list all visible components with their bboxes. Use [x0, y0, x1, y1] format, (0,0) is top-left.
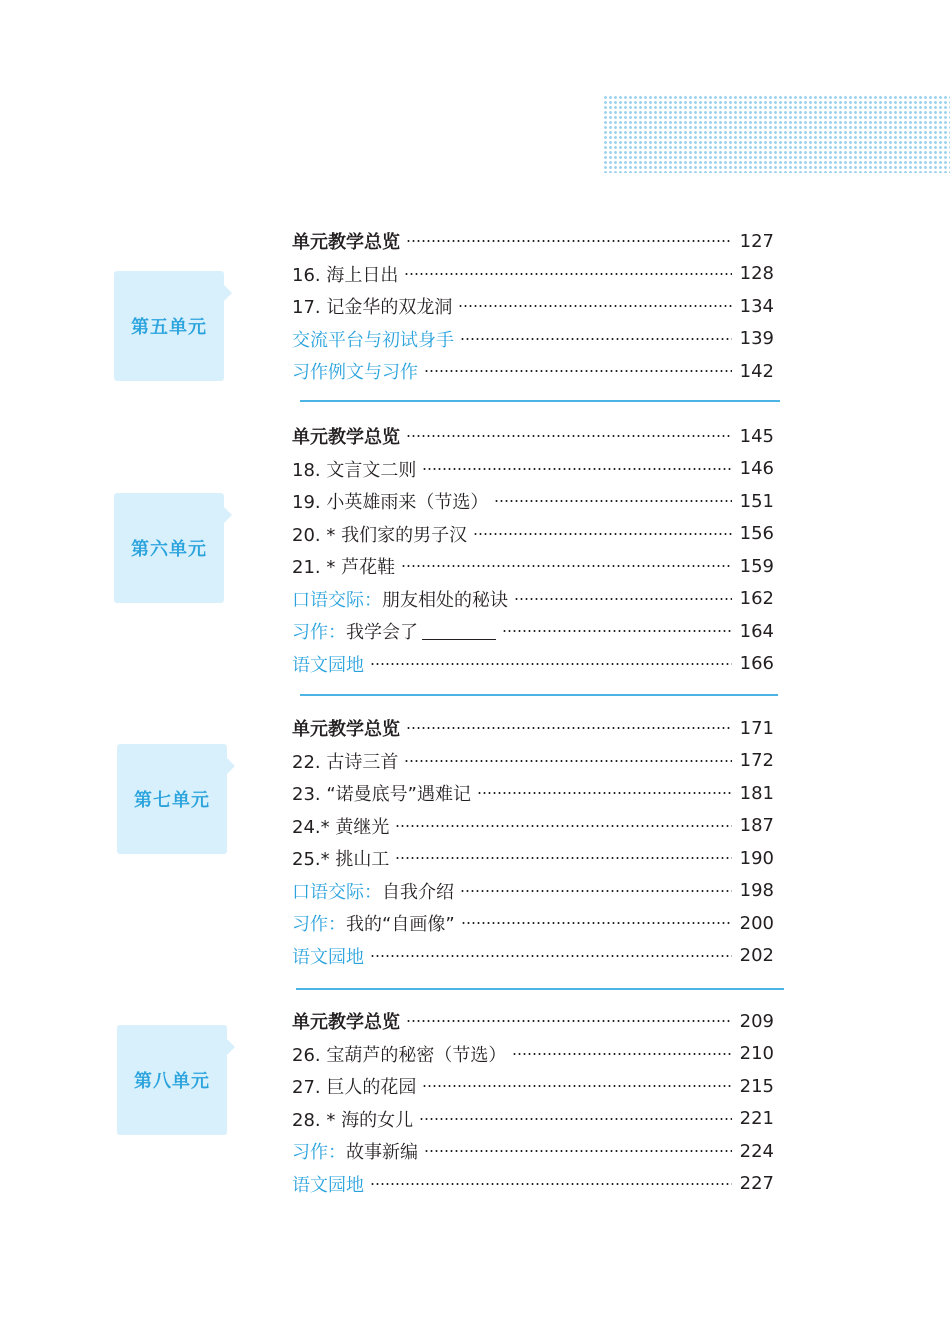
entry-subtitle: 我学会了 — [346, 622, 418, 644]
toc-entry[interactable] — [292, 1135, 774, 1168]
unit-entry-list — [292, 1005, 774, 1200]
unit-tag: 第五单元 — [114, 271, 224, 381]
unit-tag: 第八单元 — [117, 1025, 227, 1135]
toc-entry[interactable] — [292, 1168, 774, 1201]
fill-in-blank-line — [422, 623, 496, 640]
page-number: 159 — [739, 555, 774, 577]
page-number: 166 — [739, 653, 774, 675]
dot-leader — [370, 1183, 732, 1185]
toc-entry[interactable] — [292, 453, 774, 486]
entry-title: 20. * 我们家的男子汉 — [292, 524, 468, 546]
entry-title: 语文园地 — [292, 1174, 364, 1196]
page-number: 210 — [739, 1043, 774, 1065]
dot-leader — [460, 338, 732, 340]
entry-title: 19. 小英雄雨来（节选） — [292, 492, 489, 514]
toc-entry[interactable] — [292, 518, 774, 551]
toc-entry[interactable] — [292, 225, 774, 258]
toc-entry[interactable] — [292, 355, 774, 388]
entry-title: 语文园地 — [292, 654, 364, 676]
page-number: 128 — [739, 263, 774, 285]
entry-subtitle: 朋友相处的秘诀 — [382, 589, 508, 611]
page-number: 142 — [739, 360, 774, 382]
toc-entry[interactable] — [292, 907, 774, 940]
page-number: 200 — [739, 912, 774, 934]
entry-title: 18. 文言文二则 — [292, 459, 417, 481]
dot-leader — [494, 500, 732, 502]
toc-entry[interactable] — [292, 550, 774, 583]
dot-leader — [502, 630, 732, 632]
page-number: 224 — [739, 1140, 774, 1162]
dot-leader — [370, 955, 732, 957]
entry-title: 习作： — [292, 914, 346, 936]
unit-entry-list — [292, 420, 774, 680]
unit-divider — [296, 988, 784, 990]
unit-tag: 第六单元 — [114, 493, 224, 603]
entry-title: 单元教学总览 — [292, 719, 400, 741]
entry-title: 17. 记金华的双龙洞 — [292, 297, 453, 319]
entry-title: 26. 宝葫芦的秘密（节选） — [292, 1044, 507, 1066]
dot-leader — [406, 1020, 732, 1022]
dot-leader — [424, 370, 732, 372]
toc-entry[interactable] — [292, 745, 774, 778]
entry-title: 单元教学总览 — [292, 427, 400, 449]
toc-entry[interactable] — [292, 712, 774, 745]
entry-title: 口语交际： — [292, 589, 382, 611]
page-number: 181 — [739, 782, 774, 804]
page-number: 171 — [739, 717, 774, 739]
entry-title: 语文园地 — [292, 946, 364, 968]
entry-title: 25.* 挑山工 — [292, 849, 390, 871]
dot-leader — [422, 1085, 732, 1087]
page-number: 215 — [739, 1075, 774, 1097]
page-number: 198 — [739, 880, 774, 902]
unit-divider — [300, 694, 778, 696]
toc-entry[interactable] — [292, 810, 774, 843]
page-number: 145 — [739, 425, 774, 447]
unit-entry-list — [292, 225, 774, 388]
page-number: 164 — [739, 620, 774, 642]
dot-leader — [395, 857, 732, 859]
page-number: 162 — [739, 588, 774, 610]
dot-leader — [404, 760, 732, 762]
toc-entry[interactable] — [292, 648, 774, 681]
toc-entry[interactable] — [292, 420, 774, 453]
entry-title: 习作： — [292, 1142, 346, 1164]
toc-entry[interactable] — [292, 615, 774, 648]
page-number: 146 — [739, 458, 774, 480]
dot-leader — [422, 468, 732, 470]
page-number: 202 — [739, 945, 774, 967]
entry-title: 16. 海上日出 — [292, 264, 399, 286]
page-number: 139 — [739, 328, 774, 350]
entry-subtitle: 故事新编 — [346, 1142, 418, 1164]
entry-title: 21. * 芦花鞋 — [292, 557, 396, 579]
entry-title: 22. 古诗三首 — [292, 751, 399, 773]
dot-leader — [458, 305, 732, 307]
page-number: 156 — [739, 523, 774, 545]
toc-entry[interactable] — [292, 258, 774, 291]
toc-entry[interactable] — [292, 1103, 774, 1136]
dot-leader — [406, 240, 732, 242]
dot-leader — [406, 727, 732, 729]
toc-entry[interactable] — [292, 485, 774, 518]
unit-divider — [300, 400, 780, 402]
toc-entry[interactable] — [292, 323, 774, 356]
dot-leader — [370, 663, 732, 665]
dot-leader — [404, 273, 732, 275]
entry-title: 习作： — [292, 622, 346, 644]
page-number: 227 — [739, 1173, 774, 1195]
page-number: 209 — [739, 1010, 774, 1032]
page-number: 221 — [739, 1108, 774, 1130]
decorative-dot-pattern — [603, 95, 950, 173]
dot-leader — [461, 922, 732, 924]
dot-leader — [473, 533, 732, 535]
toc-entry[interactable] — [292, 1038, 774, 1071]
entry-title: 交流平台与初试身手 — [292, 329, 454, 351]
toc-entry[interactable] — [292, 777, 774, 810]
entry-subtitle: 自我介绍 — [382, 881, 454, 903]
dot-leader — [406, 435, 732, 437]
dot-leader — [512, 1053, 732, 1055]
dot-leader — [477, 792, 732, 794]
toc-entry[interactable] — [292, 583, 774, 616]
page-number: 190 — [739, 847, 774, 869]
page-number: 187 — [739, 815, 774, 837]
entry-title: 28. * 海的女儿 — [292, 1109, 414, 1131]
page-number: 127 — [739, 230, 774, 252]
entry-title: 单元教学总览 — [292, 1012, 400, 1034]
unit-tag: 第七单元 — [117, 744, 227, 854]
toc-entry[interactable] — [292, 1005, 774, 1038]
entry-title: 23. “诺曼底号”遇难记 — [292, 784, 471, 806]
entry-title: 27. 巨人的花园 — [292, 1077, 417, 1099]
entry-title: 口语交际： — [292, 881, 382, 903]
entry-title: 习作例文与习作 — [292, 362, 418, 384]
toc-entry[interactable] — [292, 940, 774, 973]
page-number: 134 — [739, 295, 774, 317]
dot-leader — [424, 1150, 732, 1152]
dot-leader — [395, 825, 732, 827]
entry-title: 24.* 黄继光 — [292, 816, 390, 838]
dot-leader — [514, 598, 732, 600]
toc-entry[interactable] — [292, 290, 774, 323]
dot-leader — [460, 890, 732, 892]
entry-title: 单元教学总览 — [292, 232, 400, 254]
toc-entry[interactable] — [292, 875, 774, 908]
dot-leader — [419, 1118, 732, 1120]
unit-entry-list — [292, 712, 774, 972]
dot-leader — [401, 565, 732, 567]
toc-entry[interactable] — [292, 842, 774, 875]
page-number: 172 — [739, 750, 774, 772]
page-number: 151 — [739, 490, 774, 512]
toc-entry[interactable] — [292, 1070, 774, 1103]
entry-subtitle: 我的“自画像” — [346, 914, 455, 936]
